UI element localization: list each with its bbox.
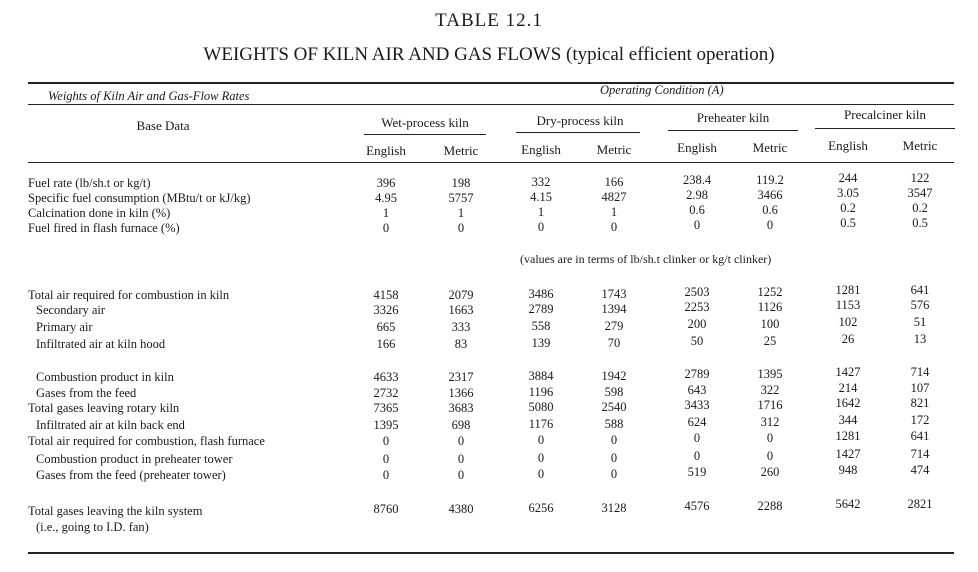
row-label: Infiltrated air at kiln back end [36,418,185,432]
kiln-header-preheater: Preheater kiln [696,110,770,125]
table-cell: 0 [693,218,701,232]
row-label: Total air required for combustion, flash furnace [28,434,265,448]
table-cell: 0.2 [840,201,856,215]
table-cell: 260 [760,465,780,479]
kiln-rule-dry [516,132,640,133]
table-cell: 166 [376,337,396,351]
row-label: Combustion product in preheater tower [36,452,233,466]
table-cell: 2503 [684,285,710,299]
table-cell: 51 [913,315,927,329]
table-cell: 5757 [448,191,474,205]
row-label: Combustion product in kiln [36,370,174,384]
unit-header-english: English [521,142,561,157]
table-cell: 1281 [835,429,861,443]
top-rule [28,82,954,84]
table-cell: 558 [531,319,551,333]
table-cell: 1281 [835,283,861,297]
kiln-rule-wet [364,134,486,135]
table-cell: 2317 [448,370,474,384]
table-cell: 122 [910,171,930,185]
table-cell: 4380 [448,502,474,516]
table-cell: 0 [457,221,465,235]
table-cell: 214 [838,381,858,395]
table-cell: 3547 [907,186,933,200]
row-label: Gases from the feed (preheater tower) [36,468,226,482]
unit-header-metric: Metric [443,143,479,158]
table-cell: 1395 [757,367,783,381]
row-label: Total air required for combustion in kiln [28,288,230,302]
table-cell: 1394 [601,302,627,316]
table-cell: 0 [610,451,618,465]
table-cell: 119.2 [756,173,784,187]
table-cell: 5080 [528,400,554,414]
table-cell: 1427 [835,365,861,379]
table-cell: 665 [376,320,396,334]
table-cell: 139 [531,336,551,350]
table-cell: 198 [451,176,471,190]
table-cell: 4633 [373,370,399,384]
table-cell: 0.6 [762,203,778,217]
table-cell: 0 [610,220,618,234]
table-cell: 1366 [448,386,474,400]
table-cell: 0 [537,433,545,447]
table-cell: 643 [687,383,707,397]
table-cell: 2789 [528,302,554,316]
row-label: Total gases leaving rotary kiln [28,401,180,415]
unit-header-metric: Metric [752,140,788,155]
table-cell: 312 [760,415,780,429]
table-cell: 1663 [448,303,474,317]
table-cell: 166 [604,175,624,189]
table-cell: 1153 [835,298,861,312]
table-cell: 0 [457,434,465,448]
row-label: Secondary air [36,303,106,317]
kiln-rule-precalciner [815,128,955,129]
table-cell: 8760 [373,502,399,516]
row-label: Gases from the feed [36,386,137,400]
table-cell: 3128 [601,501,627,515]
table-cell: 641 [910,429,930,443]
table-cell: 1743 [601,287,627,301]
table-cell: 2821 [907,497,933,511]
table-cell: 2789 [684,367,710,381]
header-right-label: Operating Condition (A) [600,83,724,97]
table-cell: 0 [693,431,701,445]
table-cell: 4158 [373,288,399,302]
table-cell: 0 [382,221,390,235]
table-cell: 238.4 [682,173,712,187]
table-cell: 698 [451,418,471,432]
table-cell: 3326 [373,303,399,317]
row-label: Specific fuel consumption (MBtu/t or kJ/kg) [28,191,251,205]
table-cell: 0.6 [689,203,705,217]
row-label: Calcination done in kiln (%) [28,206,171,220]
table-cell: 2253 [684,300,710,314]
table-cell: 588 [604,417,624,431]
table-cell: 1126 [757,300,783,314]
table-cell: 0 [766,218,774,232]
row-label: (i.e., going to I.D. fan) [36,520,149,534]
table-cell: 598 [604,385,624,399]
table-cell: 0 [537,451,545,465]
table-cell: 714 [910,447,930,461]
table-cell: 0 [766,431,774,445]
table-cell: 4.15 [530,190,552,204]
table-cell: 102 [838,315,858,329]
table-cell: 474 [910,463,930,477]
table-cell: 50 [690,334,704,348]
table-cell: 83 [454,337,468,351]
table-cell: 333 [451,320,471,334]
table-cell: 0 [610,467,618,481]
units-rule [28,162,954,163]
table-cell: 0 [766,449,774,463]
header-rule [28,104,954,105]
table-cell: 5642 [835,497,861,511]
table-cell: 576 [910,298,930,312]
table-cell: 0 [457,468,465,482]
table-cell: 1642 [835,396,861,410]
table-cell: 821 [910,396,930,410]
table-cell: 1395 [373,418,399,432]
table-cell: 1 [537,205,545,219]
table-cell: 25 [763,334,777,348]
table-cell: 279 [604,319,624,333]
table-cell: 1176 [528,417,554,431]
table-cell: 7365 [373,401,399,415]
table-cell: 1716 [757,398,783,412]
table-cell: 2288 [757,499,783,513]
table-cell: 396 [376,176,396,190]
values-note: (values are in terms of lb/sh.t clinker or kg/t clinker) [520,252,772,266]
table-cell: 948 [838,463,858,477]
kiln-header-dry: Dry-process kiln [536,113,624,128]
table-cell: 0 [382,468,390,482]
table-cell: 3486 [528,287,554,301]
table-cell: 2.98 [686,188,708,202]
table-cell: 107 [910,381,930,395]
bottom-rule [28,552,954,554]
table-cell: 641 [910,283,930,297]
table-cell: 172 [910,413,930,427]
table-title: TABLE 12.1 [435,10,543,31]
kiln-rule-preheater [668,130,798,131]
table-cell: 1196 [528,385,554,399]
table-cell: 1942 [601,369,627,383]
table-cell: 1 [382,206,390,220]
unit-header-english: English [828,138,868,153]
base-data-header: Base Data [136,118,190,133]
row-label: Infiltrated air at kiln hood [36,337,166,351]
table-cell: 0 [457,452,465,466]
kiln-header-wet: Wet-process kiln [381,115,469,130]
table-cell: 624 [687,415,707,429]
table-cell: 0 [610,433,618,447]
table-cell: 0.2 [912,201,928,215]
row-label: Total gases leaving the kiln system [28,504,203,518]
table-cell: 4.95 [375,191,397,205]
table-cell: 13 [913,332,927,346]
table-cell: 3433 [684,398,710,412]
unit-header-metric: Metric [902,138,938,153]
table-cell: 2732 [373,386,399,400]
table-cell: 3884 [528,369,554,383]
table-cell: 0 [382,452,390,466]
table-cell: 1 [457,206,465,220]
table-cell: 244 [838,171,858,185]
table-cell: 0 [693,449,701,463]
row-label: Fuel fired in flash furnace (%) [28,221,180,235]
table-cell: 0 [537,220,545,234]
table-cell: 3.05 [837,186,859,200]
table-cell: 4827 [601,190,627,204]
unit-header-english: English [366,143,406,158]
table-cell: 0 [382,434,390,448]
table-cell: 0.5 [840,216,856,230]
table-cell: 1252 [757,285,783,299]
row-label: Fuel rate (lb/sh.t or kg/t) [28,176,151,190]
table-cell: 322 [760,383,780,397]
table-cell: 2540 [601,400,627,414]
table-cell: 332 [531,175,551,189]
table-cell: 1427 [835,447,861,461]
table-cell: 0.5 [912,216,928,230]
table-subtitle: WEIGHTS OF KILN AIR AND GAS FLOWS (typical efficient operation) [203,44,775,65]
table-cell: 6256 [528,501,554,515]
table-cell: 1 [610,205,618,219]
table-cell: 344 [838,413,858,427]
table-cell: 26 [841,332,855,346]
table-cell: 70 [607,336,621,350]
kiln-header-precalciner: Precalciner kiln [844,107,926,122]
table-cell: 0 [537,467,545,481]
table-cell: 3466 [757,188,783,202]
table-cell: 3683 [448,401,474,415]
unit-header-english: English [677,140,717,155]
table-cell: 100 [760,317,780,331]
row-label: Primary air [36,320,93,334]
header-left-label: Weights of Kiln Air and Gas-Flow Rates [48,89,250,103]
unit-header-metric: Metric [596,142,632,157]
table-cell: 2079 [448,288,474,302]
table-cell: 4576 [684,499,710,513]
table-cell: 714 [910,365,930,379]
table-cell: 519 [687,465,707,479]
table-cell: 200 [687,317,707,331]
